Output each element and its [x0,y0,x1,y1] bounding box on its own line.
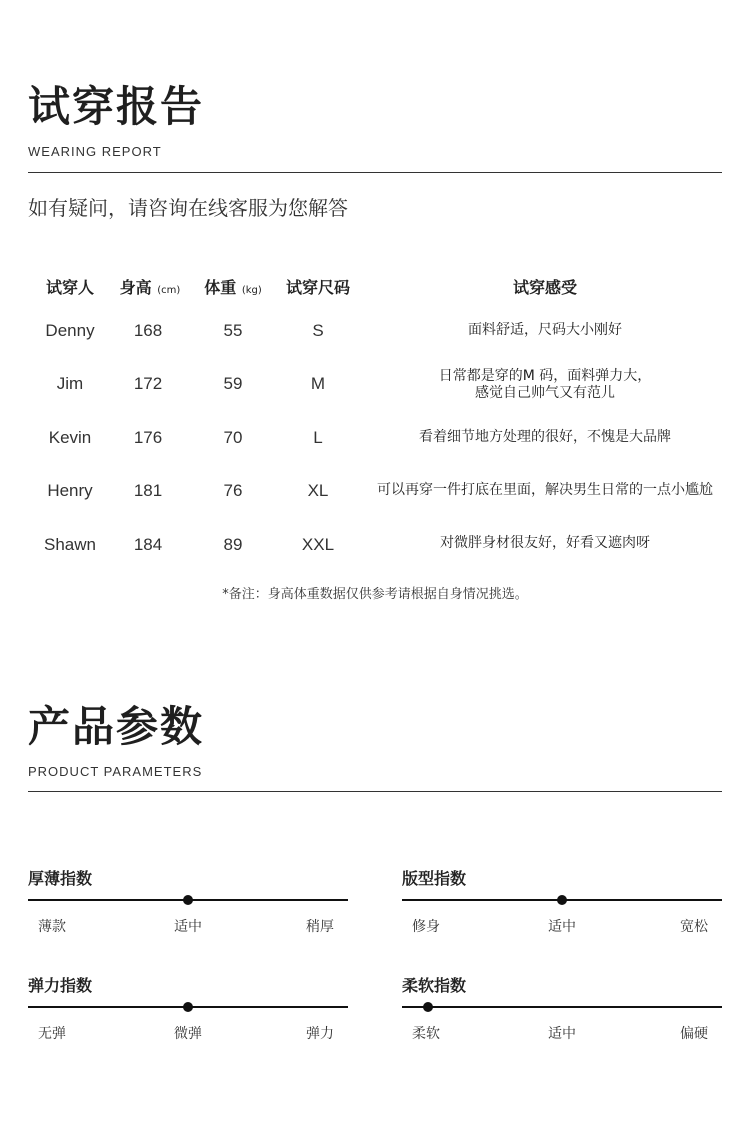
scale-left-label: 无弹 [38,1026,66,1042]
header-weight-label: 体重 [204,278,237,297]
scale-marker-dot [557,895,567,905]
row-1-height: 168 [133,321,163,340]
scale-title: 版型指数 [402,869,467,888]
row-5-size: XXL [301,535,335,554]
row-4-name: Henry [47,481,93,500]
row-1-name: Denny [45,321,95,340]
header-size: 试穿尺码 [285,278,350,297]
scale-elasticity [28,973,348,1053]
scale-mid-label: 适中 [548,919,576,935]
scale-left-label: 薄款 [38,919,66,935]
row-4-size: XL [307,481,329,500]
scale-title: 厚薄指数 [28,869,93,888]
row-2-feedback-line-1: 日常都是穿的M 码，面料弹力大， [438,368,652,384]
row-5-height: 184 [133,535,163,554]
scale-marker-dot [183,1002,193,1012]
header-tester: 试穿人 [45,278,94,297]
scale-right-label: 稍厚 [306,919,334,935]
scale-left-label: 柔软 [412,1026,440,1042]
scale-mid-label: 适中 [174,919,202,935]
row-5-feedback: 对微胖身材很友好，好看又遮肉呀 [440,535,650,551]
scale-title: 弹力指数 [28,976,93,995]
scale-right-label: 弹力 [306,1026,334,1042]
wearing-report-subtitle: WEARING REPORT [28,144,162,159]
scale-right-label: 宽松 [680,919,708,935]
row-3-name: Kevin [48,428,92,447]
wearing-report-title: 试穿报告 [28,82,205,131]
row-1-weight: 55 [223,321,243,340]
row-1-feedback: 面料舒适，尺码大小刚好 [468,322,622,338]
header-height [110,275,190,298]
scale-thickness [28,866,348,946]
footnote: *备注：身高体重数据仅供参考请根据自身情况挑选。 [222,587,528,602]
section-divider [28,172,722,173]
header-height-label: 身高 [119,278,152,297]
row-5-name: Shawn [44,535,96,554]
row-2-weight: 59 [223,374,243,393]
row-4-height: 181 [133,481,163,500]
row-3-feedback: 看着细节地方处理的很好，不愧是大品牌 [419,429,671,445]
row-4-weight: 76 [223,481,243,500]
scale-mid-label: 适中 [548,1026,576,1042]
row-3-size: L [313,428,323,447]
scale-right-label: 偏硬 [680,1026,708,1042]
scale-marker-dot [183,895,193,905]
row-1-size: S [312,321,324,340]
row-2-height: 172 [133,374,163,393]
product-params-title: 产品参数 [28,702,205,751]
row-4-feedback: 可以再穿一件打底在里面，解决男生日常的一点小尴尬 [377,482,713,498]
header-feedback: 试穿感受 [512,278,577,297]
scale-title: 柔软指数 [402,976,467,995]
row-5-weight: 89 [223,535,243,554]
scale-softness [402,973,722,1053]
scale-track [402,1006,722,1008]
section-divider [28,791,722,792]
header-weight [193,275,273,298]
scale-fit [402,866,722,946]
scale-left-label: 修身 [412,919,440,935]
row-2-name: Jim [56,374,84,393]
row-2-size: M [310,374,326,393]
row-2-feedback-line-2: 感觉自己帅气又有范儿 [475,385,615,401]
product-params-subtitle: PRODUCT PARAMETERS [28,764,203,779]
service-note: 如有疑问，请咨询在线客服为您解答 [28,196,348,220]
scale-marker-dot [423,1002,433,1012]
header-height-unit: (cm) [157,285,181,296]
row-3-height: 176 [133,428,163,447]
header-weight-unit: (kg) [241,285,262,296]
scale-mid-label: 微弹 [174,1026,202,1042]
row-3-weight: 70 [223,428,243,447]
